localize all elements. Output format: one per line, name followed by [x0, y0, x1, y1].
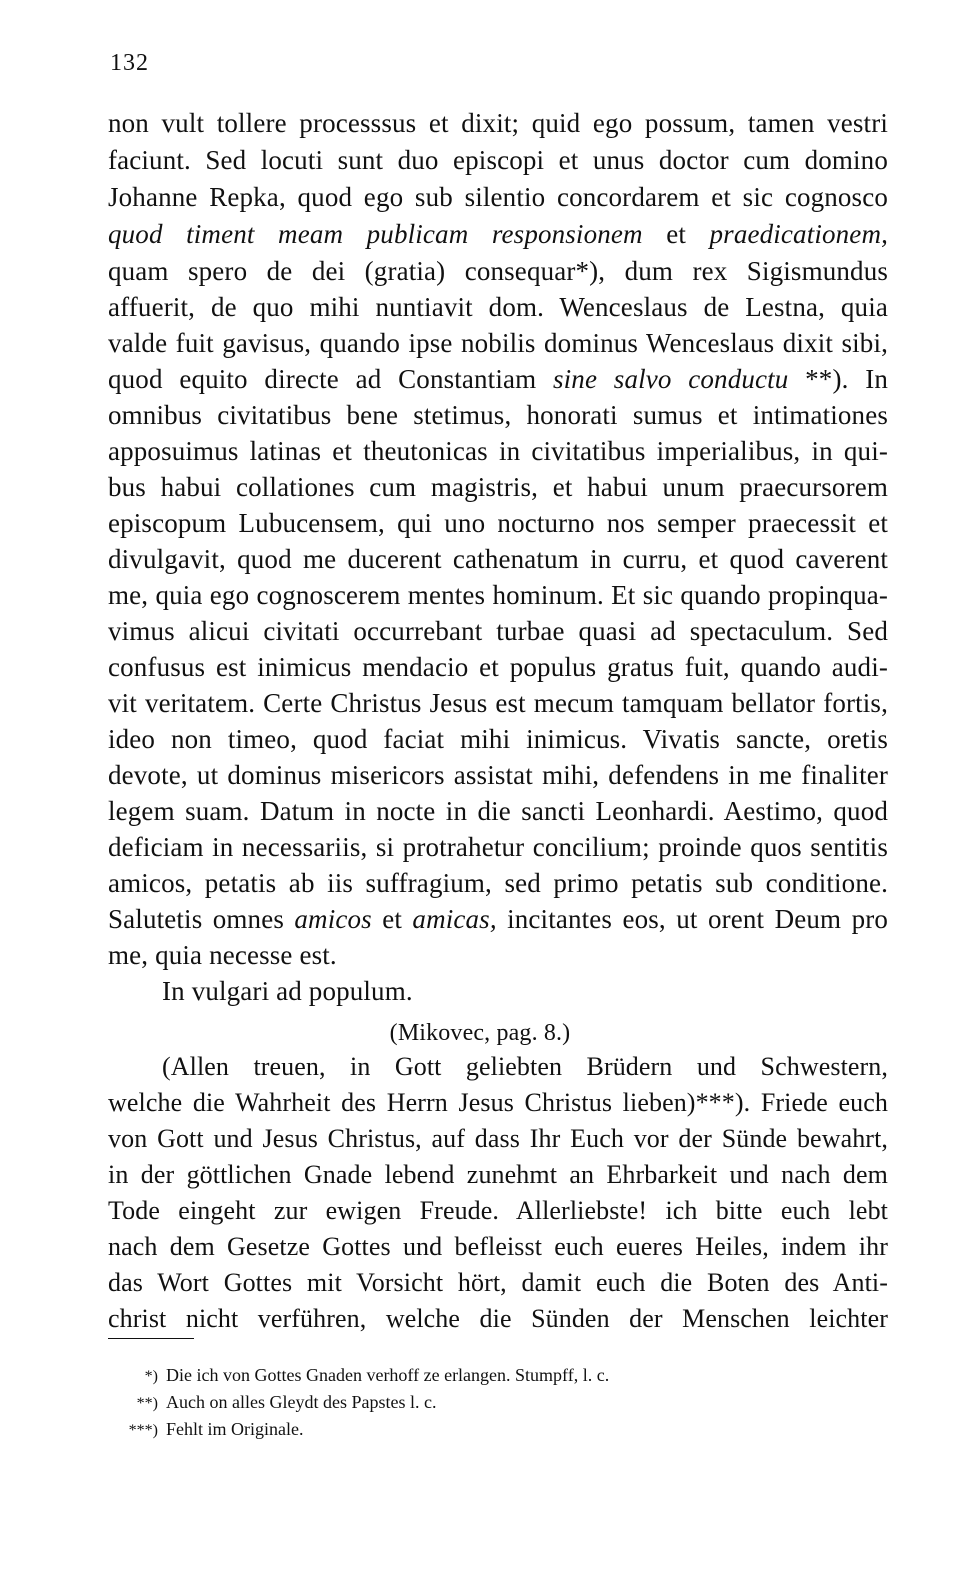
text-line: nach dem Gesetze Gottes und befleisst euch eueres Heiles, indem ihr	[108, 1232, 888, 1261]
text-line: vit veritatem. Certe Christus Jesus est mecum tamquam bellator fortis,	[108, 688, 888, 718]
footnote	[118, 1391, 436, 1415]
text-line: episcopum Lubucensem, qui uno nocturno nos semper praecessit et	[108, 508, 888, 538]
page-number: 132	[110, 50, 149, 76]
text-line: non vult tollere processsus et dixit; quid ego possum, tamen vestri	[108, 108, 888, 138]
italic-phrase: praedicationem,	[709, 219, 888, 249]
text-line: das Wort Gottes mit Vorsicht hört, damit euch die Boten des Anti-	[108, 1268, 888, 1297]
text-line: legem suam. Datum in nocte in die sancti Leonhardi. Aestimo, quod	[108, 796, 888, 826]
footnote-text: Auch on alles Gleydt des Papstes l. c.	[166, 1392, 437, 1412]
footnote-text: Die ich von Gottes Gnaden verhoff ze erlangen. Stumpff, l. c.	[166, 1365, 610, 1385]
italic-phrase: quod timent meam publicam responsionem	[108, 219, 643, 249]
text-fragment: incitantes eos, ut orent Deum pro	[496, 904, 889, 934]
text-line: confusus est inimicus mendacio et populus gratus fuit, quando audi-	[108, 652, 888, 682]
text-line: vimus alicui civitati occurrebant turbae quasi ad spectaculum. Sed	[108, 616, 888, 646]
text-line: valde fuit gavisus, quando ipse nobilis dominus Wenceslaus dixit sibi,	[108, 328, 888, 358]
text-fragment: Salutetis omnes	[108, 904, 295, 934]
text-line: welche die Wahrheit des Herrn Jesus Christus lieben)***). Friede euch	[108, 1088, 888, 1117]
text-line: amicos, petatis ab iis suffragium, sed primo petatis sub conditione.	[108, 868, 888, 898]
text-line	[108, 217, 888, 251]
footnote-mark: ***)	[128, 1422, 158, 1439]
text-line: christ nicht verführen, welche die Sünden der Menschen leichter	[108, 1304, 888, 1333]
text-line: ideo non timeo, quod faciat mihi inimicus. Vivatis sancte, oretis	[108, 724, 888, 754]
text-line: apposuimus latinas et theutonicas in civitatibus imperialibus, in qui-	[108, 436, 888, 466]
text-line: me, quia ego cognoscerem mentes hominum. Et sic quando propinqua-	[108, 580, 888, 610]
source-reference: (Mikovec, pag. 8.)	[389, 1020, 571, 1046]
text-fragment: et	[371, 904, 413, 934]
text-line: divulgavit, quod me ducerent cathenatum in curru, et quod caverent	[108, 544, 888, 574]
footnote-mark: *)	[144, 1368, 158, 1385]
footnote-divider	[108, 1338, 194, 1339]
text-line: in der göttlichen Gnade lebend zunehmt an Ehrbarkeit und nach dem	[108, 1160, 888, 1189]
italic-phrase: sine salvo conductu	[553, 364, 789, 394]
text-line: affuerit, de quo mihi nuntiavit dom. Wenceslaus de Lestna, quia	[108, 292, 888, 322]
italic-word: amicos	[294, 904, 372, 934]
text-line	[108, 902, 888, 936]
text-fragment: **). In	[788, 364, 889, 394]
text-line: devote, ut dominus misericors assistat mihi, defendens in me finaliter	[108, 760, 888, 790]
text-line: Johanne Repka, quod ego sub silentio concordarem et sic cognosco	[108, 182, 888, 212]
italic-word: amicas,	[412, 904, 497, 934]
text-fragment: et	[642, 219, 710, 249]
text-line: faciunt. Sed locuti sunt duo episcopi et unus doctor cum domino	[108, 145, 888, 175]
text-line: deficiam in necessariis, si protrahetur concilium; proinde quos sentitis	[108, 832, 888, 862]
footnote-text: Fehlt im Originale.	[166, 1419, 304, 1439]
section-heading: In vulgari ad populum.	[162, 976, 413, 1006]
text-line: bus habui collationes cum magistris, et habui unum praecursorem	[108, 472, 888, 502]
text-line: (Allen treuen, in Gott geliebten Brüdern und Schwestern,	[162, 1052, 888, 1081]
text-line: quam spero de dei (gratia) consequar*), dum rex Sigismundus	[108, 256, 888, 286]
text-line: me, quia necesse est.	[108, 940, 337, 970]
text-line: von Gott und Jesus Christus, auf dass Ihr Euch vor der Sünde bewahrt,	[108, 1124, 888, 1153]
text-line	[108, 362, 888, 396]
text-line: Tode eingeht zur ewigen Freude. Allerliebste! ich bitte euch lebt	[108, 1196, 888, 1225]
footnote	[118, 1364, 609, 1388]
footnote	[118, 1418, 303, 1442]
footnote-mark: **)	[136, 1395, 158, 1412]
text-line: omnibus civitatibus bene stetimus, honorati sumus et intimationes	[108, 400, 888, 430]
text-fragment: quod equito directe ad Constantiam	[108, 364, 553, 394]
